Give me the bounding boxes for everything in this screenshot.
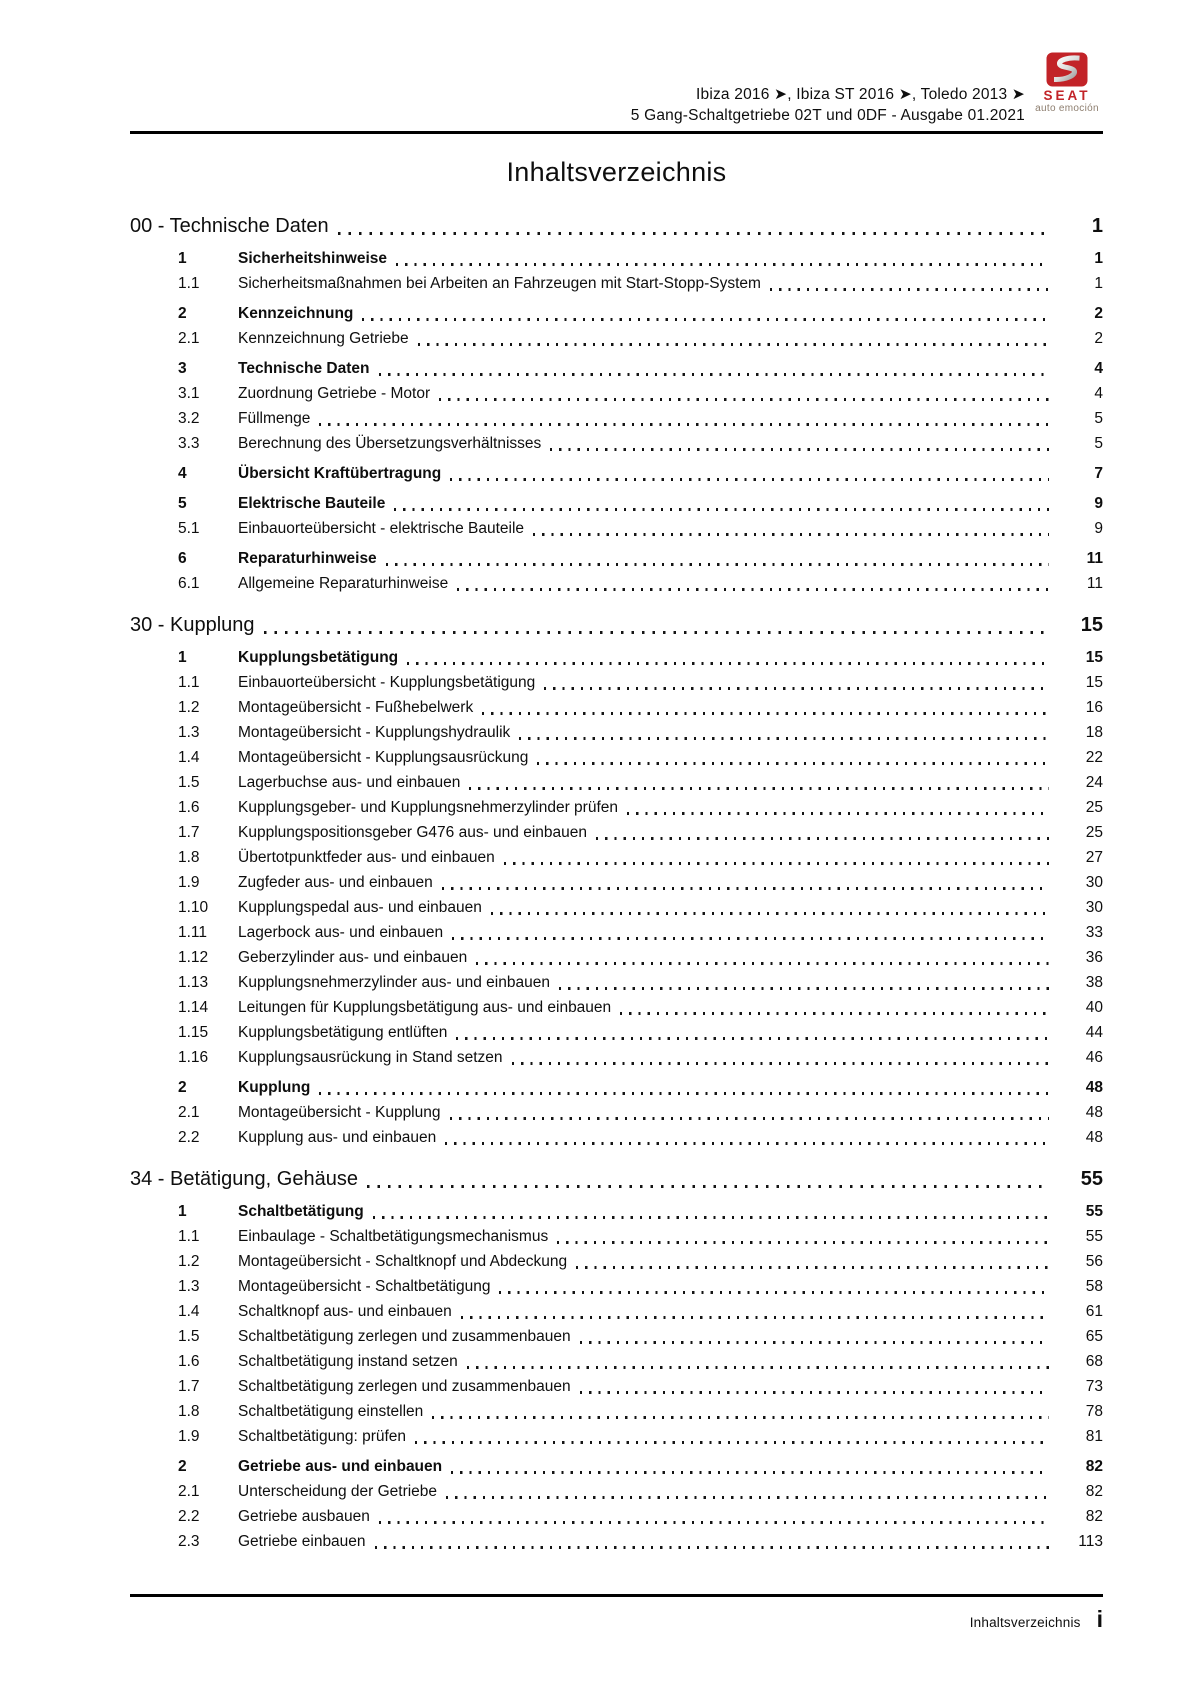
toc-subsection-row xyxy=(130,271,1103,296)
toc-entry-label: Montageübersicht - Schaltbetätigung xyxy=(238,1278,491,1295)
toc-entry-page: 25 xyxy=(1085,799,1103,816)
toc-entry-number: 1 xyxy=(178,649,187,666)
toc-entry-label: Sicherheitsmaßnahmen bei Arbeiten an Fahrzeugen mit Start-Stopp-System xyxy=(238,275,761,292)
toc-entry-page: 5 xyxy=(1094,410,1103,427)
toc-entry-label: Übertotpunktfeder aus- und einbauen xyxy=(238,849,495,866)
toc-dot-leader xyxy=(407,662,1049,665)
seat-logo-wordmark: SEAT xyxy=(1043,88,1091,103)
toc-entry-number: 1.15 xyxy=(178,1024,209,1041)
toc-entry-number: 1.6 xyxy=(178,1353,200,1370)
toc-dot-leader xyxy=(418,343,1049,346)
toc-entry-number: 2.1 xyxy=(178,1104,200,1121)
toc-entry-number: 1.9 xyxy=(178,1428,200,1445)
toc-entry-page: 78 xyxy=(1085,1403,1103,1420)
toc-dot-leader xyxy=(367,1185,1049,1188)
toc-entry-page: 5 xyxy=(1094,435,1103,452)
toc-dot-leader xyxy=(580,1391,1049,1394)
toc-entry-page: 48 xyxy=(1085,1129,1103,1146)
toc-entry-page: 1 xyxy=(1091,215,1103,237)
toc-dot-leader xyxy=(439,398,1049,401)
toc-dot-leader xyxy=(450,478,1049,481)
toc-dot-leader xyxy=(596,837,1049,840)
toc-entry-label: Kupplungsbetätigung xyxy=(238,649,399,666)
toc-subsection-row xyxy=(130,1504,1103,1529)
toc-dot-leader xyxy=(544,687,1049,690)
toc-subsection-row xyxy=(130,516,1103,541)
toc-entry-label: Allgemeine Reparaturhinweise xyxy=(238,575,449,592)
toc-entry-page: 82 xyxy=(1085,1458,1103,1475)
header-subtitle-line: 5 Gang-Schaltgetriebe 02T und 0DF - Ausgabe 01.2021 xyxy=(630,107,1025,124)
toc-subsection-row xyxy=(130,1045,1103,1070)
toc-section-row xyxy=(130,356,1103,381)
toc-entry-page: 48 xyxy=(1085,1104,1103,1121)
toc-entry-label: Einbaulage - Schaltbetätigungsmechanismus xyxy=(238,1228,549,1245)
toc-dot-leader xyxy=(576,1266,1049,1269)
toc-dot-leader xyxy=(580,1341,1049,1344)
toc-entry-page: 73 xyxy=(1085,1378,1103,1395)
toc-entry-label: Kupplung aus- und einbauen xyxy=(238,1129,437,1146)
toc-entry-number: 4 xyxy=(178,465,187,482)
toc-subsection-row xyxy=(130,920,1103,945)
toc-entry-page: 1 xyxy=(1094,275,1103,292)
toc-entry-page: 11 xyxy=(1086,575,1103,592)
toc-entry-number: 1.1 xyxy=(178,674,200,691)
toc-subsection-row xyxy=(130,1020,1103,1045)
toc-entry-number: 1.5 xyxy=(178,1328,200,1345)
toc-subsection-row xyxy=(130,770,1103,795)
toc-dot-leader xyxy=(450,1117,1050,1120)
toc-entry-number: 1.4 xyxy=(178,1303,200,1320)
toc-subsection-row xyxy=(130,1529,1103,1554)
toc-dot-leader xyxy=(319,423,1049,426)
toc-entry-label: Elektrische Bauteile xyxy=(238,495,386,512)
toc-entry-page: 16 xyxy=(1085,699,1103,716)
toc-entry-page: 2 xyxy=(1094,330,1103,347)
toc-subsection-row xyxy=(130,431,1103,456)
toc-subsection-row xyxy=(130,895,1103,920)
toc-entry-label: Montageübersicht - Fußhebelwerk xyxy=(238,699,474,716)
toc-entry-number: 1.16 xyxy=(178,1049,209,1066)
toc-entry-page: 82 xyxy=(1085,1508,1103,1525)
toc-entry-number: 1.1 xyxy=(178,275,200,292)
page-content xyxy=(130,0,1103,1631)
toc-entry-number: 2 xyxy=(178,305,187,322)
toc-entry-number: 3 xyxy=(178,360,187,377)
toc-entry-page: 15 xyxy=(1085,649,1103,666)
toc-entry-page: 55 xyxy=(1080,1168,1103,1190)
toc-subsection-row xyxy=(130,945,1103,970)
footer-page-number: i xyxy=(1096,1606,1103,1632)
toc-entry-page: 56 xyxy=(1085,1253,1103,1270)
toc-entry-number: 3.1 xyxy=(178,385,200,402)
toc-subsection-row xyxy=(130,1349,1103,1374)
toc-entry-page: 61 xyxy=(1085,1303,1103,1320)
toc-subsection-row xyxy=(130,1249,1103,1274)
toc-entry-number: 1.7 xyxy=(178,1378,200,1395)
toc-entry-page: 27 xyxy=(1085,849,1103,866)
toc-entry-number: 1.7 xyxy=(178,824,200,841)
toc-entry-label: Montageübersicht - Schaltknopf und Abdeckung xyxy=(238,1253,568,1270)
toc-entry-label: Zugfeder aus- und einbauen xyxy=(238,874,433,891)
header-models-line: Ibiza 2016 ➤, Ibiza ST 2016 ➤, Toledo 2013 ➤ xyxy=(696,86,1025,103)
toc-entry-label: Geberzylinder aus- und einbauen xyxy=(238,949,468,966)
toc-entry-number: 2.2 xyxy=(178,1129,200,1146)
toc-entry-page: 36 xyxy=(1085,949,1103,966)
toc-entry-page: 68 xyxy=(1085,1353,1103,1370)
toc-subsection-row xyxy=(130,970,1103,995)
toc-entry-label: 00 - Technische Daten xyxy=(130,215,329,237)
toc-entry-label: 30 - Kupplung xyxy=(130,614,255,636)
toc-entry-label: Kupplungsausrückung in Stand setzen xyxy=(238,1049,503,1066)
toc-entry-label: Technische Daten xyxy=(238,360,370,377)
toc-entry-label: Übersicht Kraftübertragung xyxy=(238,465,442,482)
toc-entry-number: 1.8 xyxy=(178,849,200,866)
toc-entry-label: Schaltbetätigung: prüfen xyxy=(238,1428,407,1445)
toc-entry-page: 11 xyxy=(1086,550,1103,567)
toc-entry-number: 1.10 xyxy=(178,899,209,916)
toc-entry-number: 2.3 xyxy=(178,1533,200,1550)
toc-entry-page: 81 xyxy=(1085,1428,1103,1445)
toc-entry-label: Schaltknopf aus- und einbauen xyxy=(238,1303,452,1320)
toc-dot-leader xyxy=(476,962,1049,965)
toc-dot-leader xyxy=(446,1496,1049,1499)
toc-dot-leader xyxy=(415,1441,1049,1444)
toc-section-row xyxy=(130,546,1103,571)
toc-entry-number: 1.8 xyxy=(178,1403,200,1420)
toc-entry-number: 1.2 xyxy=(178,699,200,716)
toc-entry-number: 1.13 xyxy=(178,974,209,991)
toc-subsection-row xyxy=(130,870,1103,895)
toc-entry-number: 1.5 xyxy=(178,774,200,791)
toc-subsection-row xyxy=(130,1274,1103,1299)
toc-dot-leader xyxy=(452,937,1049,940)
toc-entry-number: 1.1 xyxy=(178,1228,200,1245)
toc-dot-leader xyxy=(264,631,1049,634)
toc-entry-label: Getriebe einbauen xyxy=(238,1533,366,1550)
toc-entry-label: Kennzeichnung Getriebe xyxy=(238,330,409,347)
toc-entry-label: Getriebe aus- und einbauen xyxy=(238,1458,443,1475)
toc-dot-leader xyxy=(469,787,1049,790)
footer-line xyxy=(130,1607,1103,1631)
page-title: Inhaltsverzeichnis xyxy=(506,157,727,187)
seat-logo-icon xyxy=(1046,52,1088,87)
toc-dot-leader xyxy=(491,912,1049,915)
toc-subsection-row xyxy=(130,1224,1103,1249)
toc-entry-page: 9 xyxy=(1094,520,1103,537)
toc-dot-leader xyxy=(375,1546,1049,1549)
toc-entry-number: 6.1 xyxy=(178,575,200,592)
toc-subsection-row xyxy=(130,795,1103,820)
toc-entry-page: 65 xyxy=(1085,1328,1103,1345)
toc-entry-number: 1.9 xyxy=(178,874,200,891)
toc-entry-page: 9 xyxy=(1094,495,1103,512)
toc-section-row xyxy=(130,301,1103,326)
toc-entry-page: 15 xyxy=(1085,674,1103,691)
toc-dot-leader xyxy=(396,263,1049,266)
toc-dot-leader xyxy=(550,448,1049,451)
toc-subsection-row xyxy=(130,1100,1103,1125)
toc-subsection-row xyxy=(130,1374,1103,1399)
toc-dot-leader xyxy=(456,1037,1049,1040)
toc-subsection-row xyxy=(130,1125,1103,1150)
toc-entry-number: 2.2 xyxy=(178,1508,200,1525)
toc-entry-page: 25 xyxy=(1085,824,1103,841)
toc-entry-label: 34 - Betätigung, Gehäuse xyxy=(130,1168,358,1190)
toc-dot-leader xyxy=(338,232,1049,235)
toc-entry-label: Berechnung des Übersetzungsverhältnisses xyxy=(238,435,542,452)
toc-entry-page: 30 xyxy=(1085,899,1103,916)
toc-chapter-row xyxy=(130,611,1103,640)
toc-entry-page: 4 xyxy=(1094,360,1103,377)
toc-entry-number: 3.3 xyxy=(178,435,200,452)
toc-dot-leader xyxy=(519,737,1049,740)
toc-entry-label: Zuordnung Getriebe - Motor xyxy=(238,385,431,402)
toc xyxy=(130,212,1103,1554)
toc-dot-leader xyxy=(559,987,1049,990)
toc-entry-number: 5.1 xyxy=(178,520,200,537)
toc-entry-label: Schaltbetätigung zerlegen und zusammenbauen xyxy=(238,1328,571,1345)
toc-subsection-row xyxy=(130,745,1103,770)
toc-entry-page: 30 xyxy=(1085,874,1103,891)
toc-entry-label: Kupplungspedal aus- und einbauen xyxy=(238,899,482,916)
toc-entry-page: 1 xyxy=(1094,250,1103,267)
toc-subsection-row xyxy=(130,326,1103,351)
toc-section-row xyxy=(130,1075,1103,1100)
toc-entry-number: 1.4 xyxy=(178,749,200,766)
toc-dot-leader xyxy=(627,812,1049,815)
toc-dot-leader xyxy=(457,588,1049,591)
toc-subsection-row xyxy=(130,406,1103,431)
toc-entry-number: 1.3 xyxy=(178,1278,200,1295)
toc-subsection-row xyxy=(130,720,1103,745)
toc-subsection-row xyxy=(130,845,1103,870)
toc-entry-label: Getriebe ausbauen xyxy=(238,1508,370,1525)
toc-entry-label: Schaltbetätigung instand setzen xyxy=(238,1353,458,1370)
toc-entry-page: 15 xyxy=(1080,614,1103,636)
toc-entry-page: 55 xyxy=(1085,1228,1103,1245)
toc-dot-leader xyxy=(467,1366,1049,1369)
toc-subsection-row xyxy=(130,381,1103,406)
toc-entry-label: Kupplung xyxy=(238,1079,311,1096)
toc-dot-leader xyxy=(451,1471,1049,1474)
toc-entry-page: 58 xyxy=(1085,1278,1103,1295)
toc-entry-page: 40 xyxy=(1085,999,1103,1016)
toc-entry-label: Kupplungspositionsgeber G476 aus- und einbauen xyxy=(238,824,588,841)
toc-entry-label: Füllmenge xyxy=(238,410,311,427)
toc-entry-number: 2.1 xyxy=(178,330,200,347)
toc-section-row xyxy=(130,1454,1103,1479)
toc-entry-page: 48 xyxy=(1085,1079,1103,1096)
toc-entry-label: Kupplungsgeber- und Kupplungsnehmerzylinder prüfen xyxy=(238,799,619,816)
toc-dot-leader xyxy=(482,712,1049,715)
toc-subsection-row xyxy=(130,1299,1103,1324)
toc-entry-label: Montageübersicht - Kupplungshydraulik xyxy=(238,724,511,741)
toc-section-row xyxy=(130,645,1103,670)
toc-dot-leader xyxy=(442,887,1049,890)
toc-entry-label: Montageübersicht - Kupplungsausrückung xyxy=(238,749,529,766)
toc-entry-number: 1.6 xyxy=(178,799,200,816)
toc-entry-page: 18 xyxy=(1085,724,1103,741)
toc-entry-page: 46 xyxy=(1085,1049,1103,1066)
seat-logo-tagline: auto emoción xyxy=(1035,103,1099,114)
toc-dot-leader xyxy=(504,862,1049,865)
toc-entry-label: Schaltbetätigung einstellen xyxy=(238,1403,424,1420)
toc-entry-label: Reparaturhinweise xyxy=(238,550,377,567)
toc-entry-label: Schaltbetätigung zerlegen und zusammenbauen xyxy=(238,1378,571,1395)
footer-rule xyxy=(130,1594,1103,1597)
toc-dot-leader xyxy=(533,533,1049,536)
toc-subsection-row xyxy=(130,995,1103,1020)
seat-logo xyxy=(1031,52,1103,114)
toc-subsection-row xyxy=(130,1424,1103,1449)
toc-entry-label: Kupplungsnehmerzylinder aus- und einbauen xyxy=(238,974,550,991)
toc-entry-number: 1.11 xyxy=(178,924,208,941)
toc-entry-label: Einbauorteübersicht - Kupplungsbetätigung xyxy=(238,674,536,691)
toc-entry-page: 4 xyxy=(1094,385,1103,402)
toc-entry-number: 3.2 xyxy=(178,410,200,427)
toc-entry-label: Unterscheidung der Getriebe xyxy=(238,1483,438,1500)
toc-entry-number: 1.2 xyxy=(178,1253,200,1270)
toc-entry-page: 38 xyxy=(1085,974,1103,991)
toc-section-row xyxy=(130,1199,1103,1224)
toc-entry-label: Lagerbuchse aus- und einbauen xyxy=(238,774,461,791)
toc-subsection-row xyxy=(130,571,1103,596)
toc-entry-number: 2.1 xyxy=(178,1483,200,1500)
toc-subsection-row xyxy=(130,1479,1103,1504)
toc-entry-page: 82 xyxy=(1085,1483,1103,1500)
toc-dot-leader xyxy=(373,1216,1049,1219)
toc-entry-page: 113 xyxy=(1078,1533,1103,1550)
toc-entry-number: 1.12 xyxy=(178,949,209,966)
toc-dot-leader xyxy=(537,762,1049,765)
toc-entry-label: Leitungen für Kupplungsbetätigung aus- und einbauen xyxy=(238,999,612,1016)
toc-entry-number: 1 xyxy=(178,1203,187,1220)
toc-dot-leader xyxy=(499,1291,1049,1294)
toc-entry-page: 22 xyxy=(1085,749,1103,766)
toc-dot-leader xyxy=(379,373,1049,376)
toc-dot-leader xyxy=(512,1062,1049,1065)
toc-subsection-row xyxy=(130,670,1103,695)
footer-label: Inhaltsverzeichnis xyxy=(969,1615,1081,1630)
header-text-block xyxy=(130,84,1103,126)
toc-subsection-row xyxy=(130,820,1103,845)
toc-entry-number: 1.14 xyxy=(178,999,209,1016)
toc-entry-page: 2 xyxy=(1094,305,1103,322)
toc-entry-page: 55 xyxy=(1085,1203,1103,1220)
toc-dot-leader xyxy=(770,288,1049,291)
toc-entry-number: 1 xyxy=(178,250,187,267)
toc-subsection-row xyxy=(130,1399,1103,1424)
toc-entry-label: Lagerbock aus- und einbauen xyxy=(238,924,444,941)
toc-entry-label: Sicherheitshinweise xyxy=(238,250,388,267)
toc-dot-leader xyxy=(557,1241,1049,1244)
toc-entry-number: 5 xyxy=(178,495,187,512)
toc-entry-page: 33 xyxy=(1085,924,1103,941)
toc-dot-leader xyxy=(386,563,1049,566)
toc-chapter-row xyxy=(130,1165,1103,1194)
toc-dot-leader xyxy=(319,1092,1049,1095)
toc-dot-leader xyxy=(394,508,1049,511)
toc-dot-leader xyxy=(432,1416,1049,1419)
toc-entry-page: 44 xyxy=(1085,1024,1103,1041)
toc-entry-number: 2 xyxy=(178,1079,187,1096)
header-rule xyxy=(130,131,1103,134)
toc-entry-number: 1.3 xyxy=(178,724,200,741)
toc-entry-label: Montageübersicht - Kupplung xyxy=(238,1104,441,1121)
toc-entry-number: 6 xyxy=(178,550,187,567)
toc-dot-leader xyxy=(461,1316,1049,1319)
toc-section-row xyxy=(130,461,1103,486)
toc-chapter-row xyxy=(130,212,1103,241)
toc-entry-label: Kupplungsbetätigung entlüften xyxy=(238,1024,448,1041)
toc-subsection-row xyxy=(130,1324,1103,1349)
toc-entry-label: Einbauorteübersicht - elektrische Bauteile xyxy=(238,520,525,537)
toc-dot-leader xyxy=(445,1142,1049,1145)
toc-entry-label: Schaltbetätigung xyxy=(238,1203,364,1220)
toc-entry-page: 7 xyxy=(1094,465,1103,482)
toc-entry-number: 2 xyxy=(178,1458,187,1475)
toc-section-row xyxy=(130,491,1103,516)
toc-dot-leader xyxy=(379,1521,1049,1524)
toc-dot-leader xyxy=(362,318,1049,321)
page-header xyxy=(130,0,1103,126)
toc-section-row xyxy=(130,246,1103,271)
toc-dot-leader xyxy=(620,1012,1049,1015)
page-footer xyxy=(130,1594,1103,1631)
toc-subsection-row xyxy=(130,695,1103,720)
toc-entry-page: 24 xyxy=(1085,774,1103,791)
toc-entry-label: Kennzeichnung xyxy=(238,305,354,322)
